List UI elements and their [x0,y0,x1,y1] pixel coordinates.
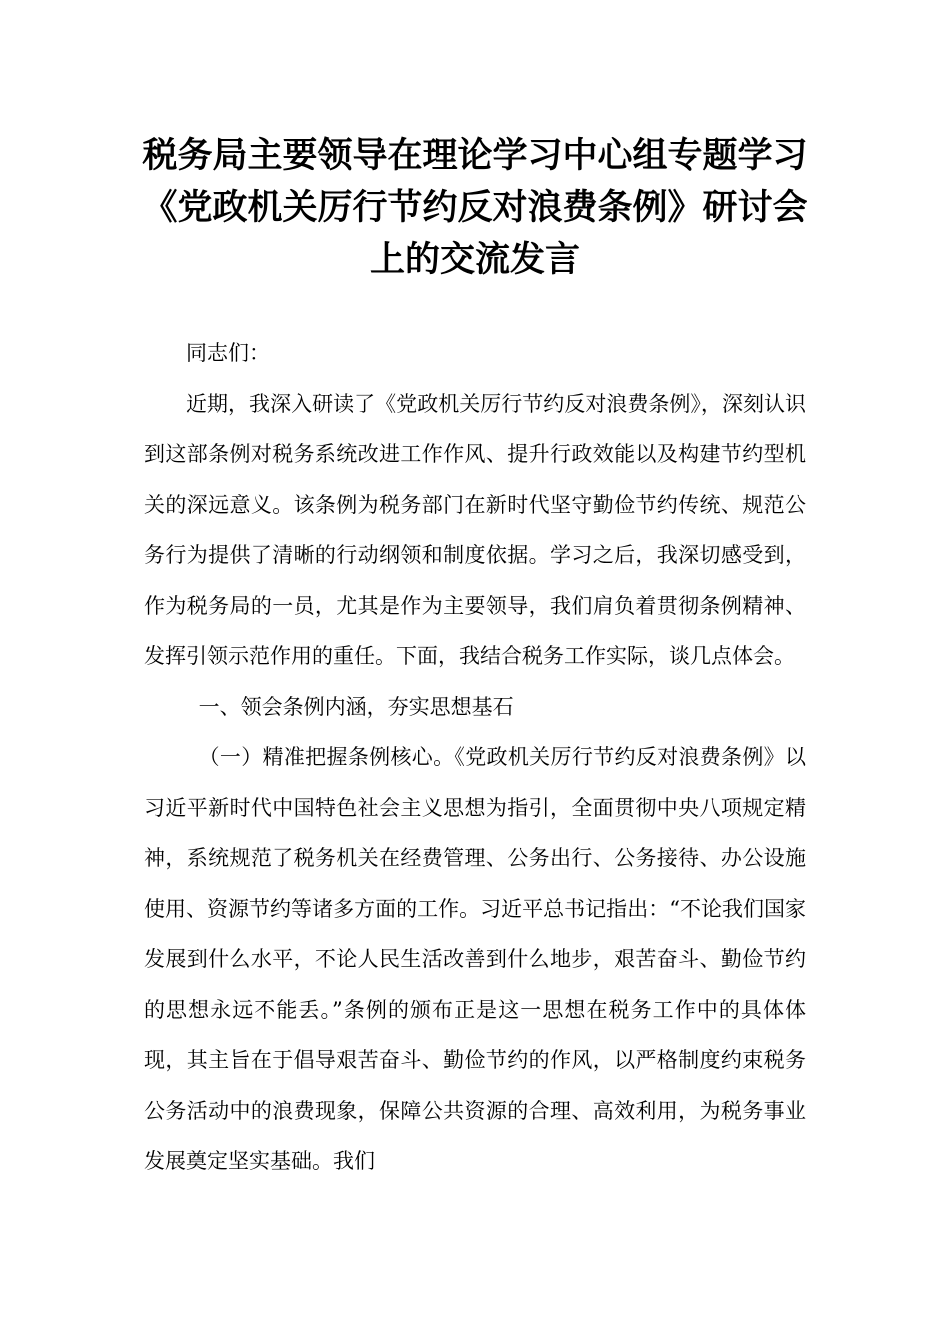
body-paragraph: 近期，我深入研读了《党政机关厉行节约反对浪费条例》，深刻认识到这部条例对税务系统改进工作作风、提升行政效能以及构建节约型机关的深远意义。该条例为税务部门在新时代坚守勤俭节约传统、规范公务行为提供了清晰的行动纲领和制度依据。学习之后，我深切感受到，作为税务局的一员，尤其是作为主要领导，我们肩负着贯彻条例精神、发挥引领示范作用的重任。下面，我结合税务工作实际，谈几点体会。 [144,391,806,668]
salutation: 同志们： [186,341,270,365]
document-body [144,328,806,1187]
document-title: 税务局主要领导在理论学习中心组专题学习《党政机关厉行节约反对浪费条例》研讨会上的交流发言 [142,136,808,280]
subsection-paragraph: （一）精准把握条例核心。《党政机关厉行节约反对浪费条例》以习近平新时代中国特色社会主义思想为指引，全面贯彻中央八项规定精神，系统规范了税务机关在经费管理、公务出行、公务接待、办公设施使用、资源节约等诸多方面的工作。习近平总书记指出：“不论我们国家发展到什么水平，不论人民生活改善到什么地步，艰苦奋斗、勤俭节约的思想永远不能丢。”条例的颁布正是这一思想在税务工作中的具体体现，其主旨在于倡导艰苦奋斗、勤俭节约的作风，以严格制度约束税务公务活动中的浪费现象，保障公共资源的合理、高效利用，为税务事业发展奠定坚实基础。我们 [144,745,806,1173]
section-heading: 一、领会条例内涵，夯实思想基石 [198,694,514,719]
